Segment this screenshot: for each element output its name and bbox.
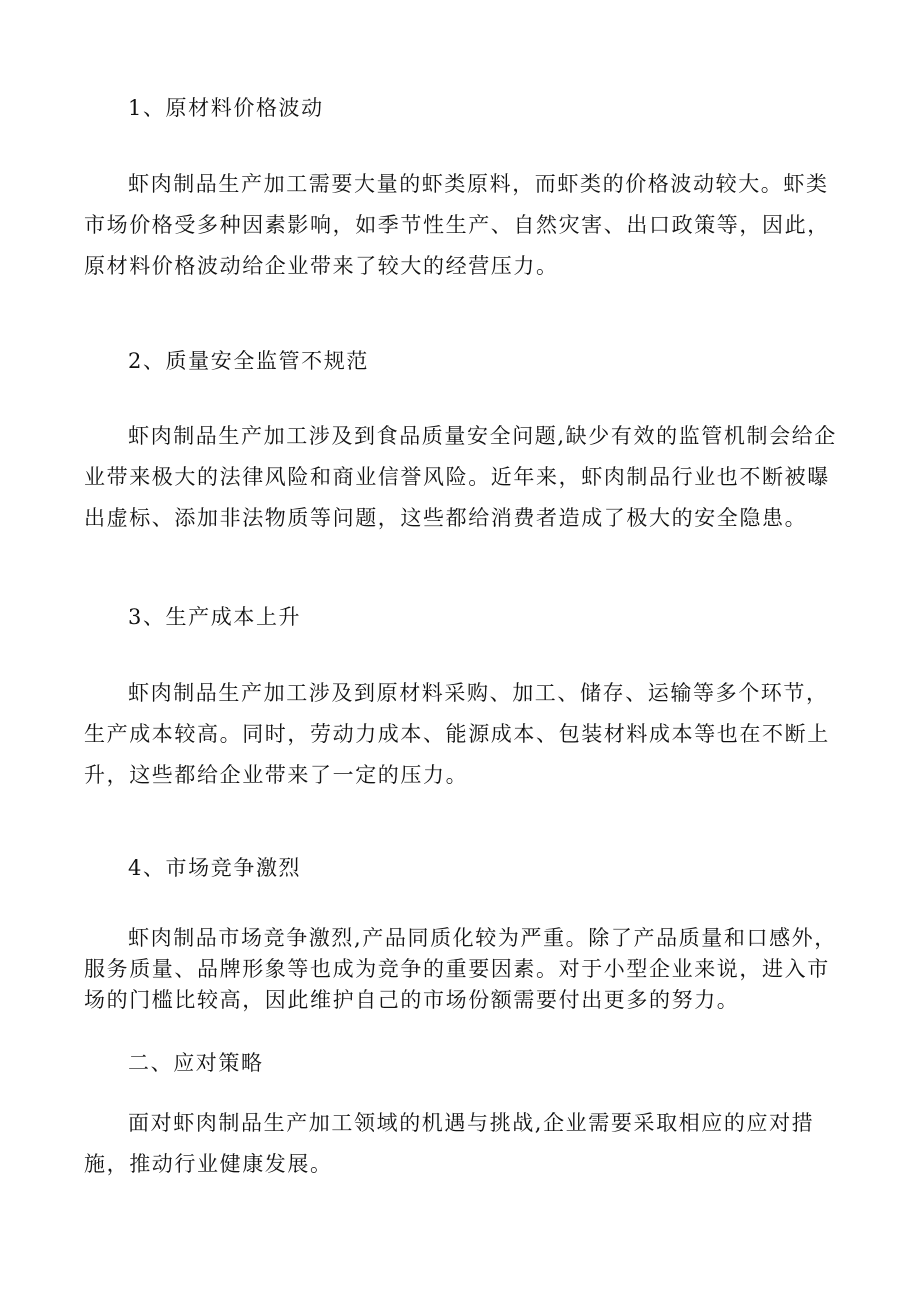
section-2-heading: 2、质量安全监管不规范 — [128, 349, 369, 373]
section-4-paragraph: 虾肉制品市场竞争激烈,产品同质化较为严重。除了产品质量和口感外，服务质量、品牌形象等也成为竞争的重要因素。对于小型企业来说，进入市场的门槛比较高，因此维护自己的市场份额需要付出更多的努力。 — [84, 926, 837, 1012]
section-2-paragraph: 虾肉制品生产加工涉及到食品质量安全问题,缺少有效的监管机制会给企业带来极大的法律风险和商业信誉风险。近年来，虾肉制品行业也不断被曝出虚标、添加非法物质等问题，这些都给消费者造成了极大的安全隐患。 — [84, 424, 837, 530]
section-3-heading: 3、生产成本上升 — [128, 605, 302, 629]
section-5-paragraph: 面对虾肉制品生产加工领域的机遇与挑战,企业需要采取相应的应对措施，推动行业健康发展。 — [84, 1111, 815, 1176]
section-4-heading: 4、市场竞争激烈 — [128, 856, 302, 880]
section-1-paragraph: 虾肉制品生产加工需要大量的虾类原料，而虾类的价格波动较大。虾类市场价格受多种因素影响，如季节性生产、自然灾害、出口政策等，因此，原材料价格波动给企业带来了较大的经营压力。 — [84, 172, 830, 278]
section-3-paragraph: 虾肉制品生产加工涉及到原材料采购、加工、储存、运输等多个环节，生产成本较高。同时，劳动力成本、能源成本、包装材料成本等也在不断上升，这些都给企业带来了一定的压力。 — [84, 681, 830, 787]
section-1-heading: 1、原材料价格波动 — [128, 96, 324, 120]
section-5-heading: 二、应对策略 — [128, 1051, 264, 1075]
